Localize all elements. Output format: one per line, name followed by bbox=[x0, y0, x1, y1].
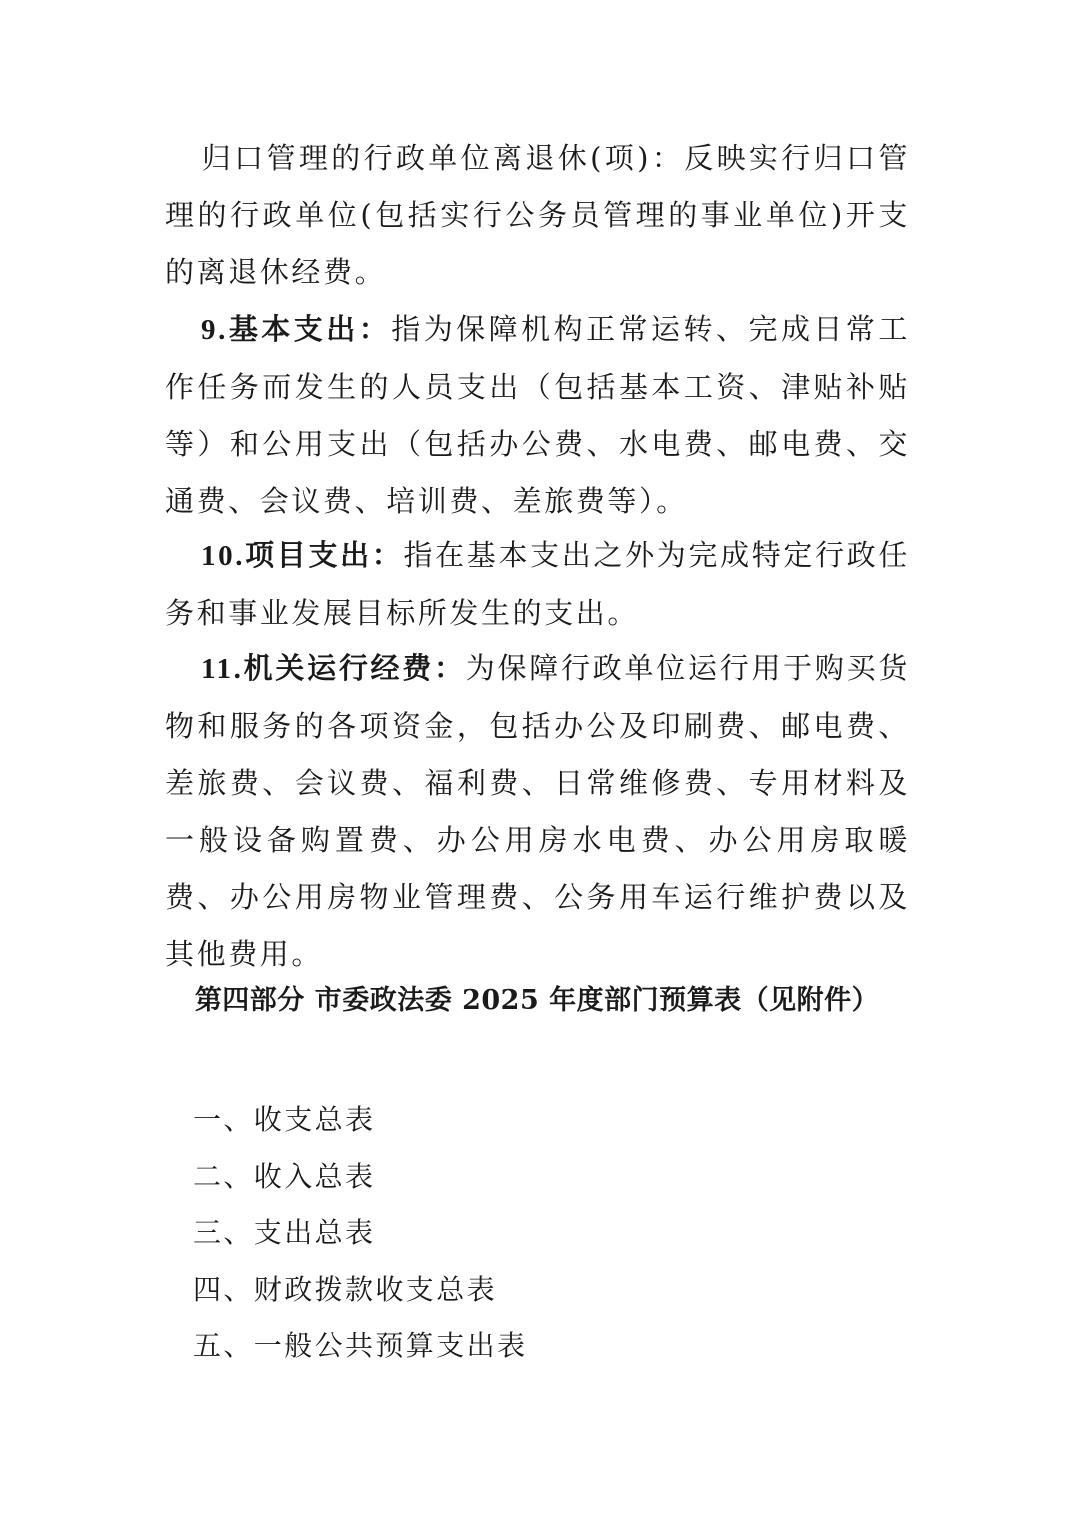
list-item: 五、一般公共预算支出表 bbox=[193, 1329, 528, 1362]
list-item: 一、收支总表 bbox=[193, 1103, 376, 1136]
term-basic-expenditure: 基本支出： bbox=[227, 312, 392, 346]
budget-tables-list bbox=[193, 1092, 527, 1375]
paragraph-basic-expenditure bbox=[165, 301, 910, 530]
term-project-expenditure: 项目支出： bbox=[245, 538, 404, 572]
item-number: 9. bbox=[201, 314, 228, 346]
paragraph-project-expenditure bbox=[165, 527, 910, 642]
list-item: 四、财政拨款收支总表 bbox=[193, 1272, 498, 1306]
paragraph-retirement bbox=[165, 130, 910, 301]
item-number: 11. bbox=[201, 653, 244, 685]
list-item: 三、支出总表 bbox=[193, 1216, 376, 1249]
paragraph-operating-funds bbox=[165, 640, 910, 983]
list-item: 二、收入总表 bbox=[193, 1159, 376, 1193]
term-operating-funds: 机关运行经费： bbox=[243, 651, 466, 685]
definition-operating-funds: 为保障行政单位运行用于购买货物和服务的各项资金，包括办公及印刷费、邮电费、差旅费、会议费、福利费、日常维修费、专用材料及一般设备购置费、办公用房水电费、办公用房取暖费、办公用房物业管理费、公务用车运行维护费以及其他费用。 bbox=[165, 651, 911, 971]
item-number: 10. bbox=[201, 540, 246, 572]
paragraph-retirement-text: 归口管理的行政单位离退休(项)：反映实行归口管理的行政单位(包括实行公务员管理的事业单位)开支的离退休经费。 bbox=[165, 141, 910, 289]
definition-basic-expenditure: 指为保障机构正常运转、完成日常工作任务而发生的人员支出（包括基本工资、津贴补贴等）和公用支出（包括办公费、水电费、邮电费、交通费、会议费、培训费、差旅费等）。 bbox=[165, 312, 910, 518]
definition-project-expenditure: 指在基本支出之外为完成特定行政任务和事业发展目标所发生的支出。 bbox=[165, 538, 910, 630]
section-title: 第四部分 市委政法委 2025 年度部门预算表（见附件） bbox=[194, 985, 880, 1016]
